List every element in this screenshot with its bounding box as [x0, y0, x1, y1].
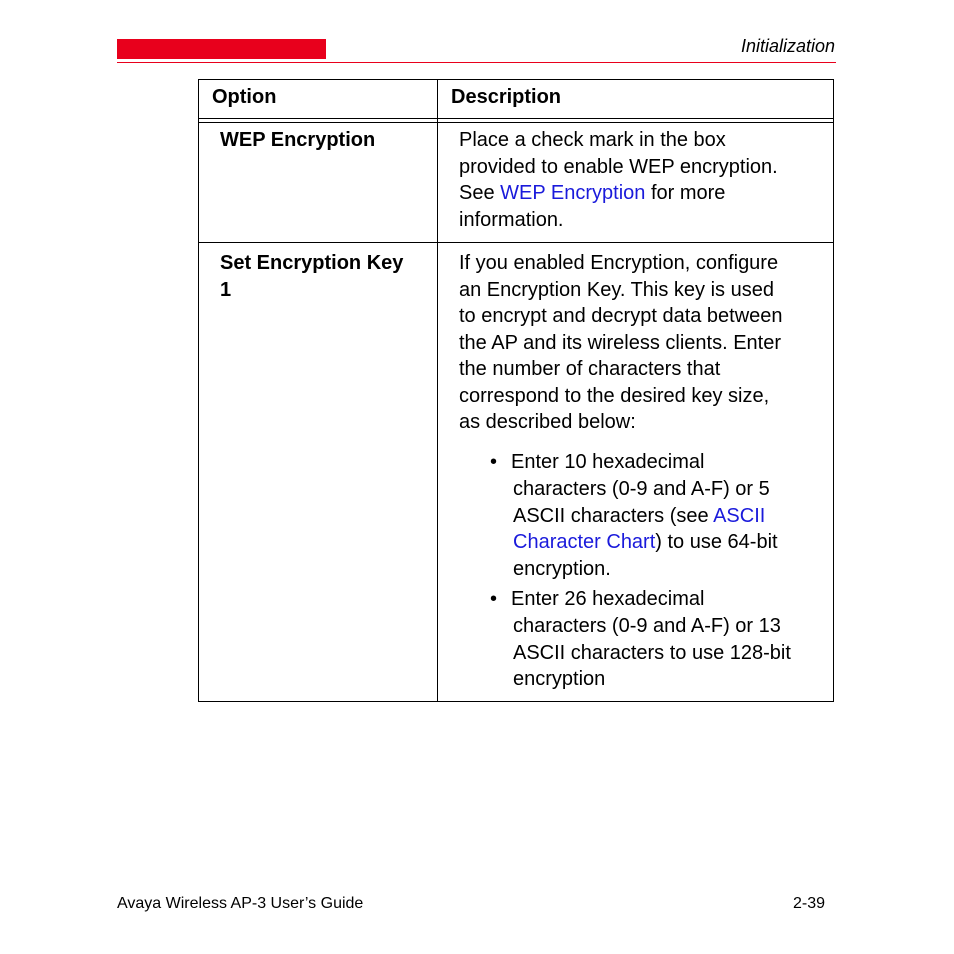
bullet-item-128bit-continued: characters (0-9 and A-F) or 13 ASCII characters to use 128-bit encryption [513, 615, 791, 690]
bullet-item-64bit-continued: characters (0-9 and A-F) or 5 ASCII characters (see ASCII Character Chart) to use 64-bit encryption. [513, 478, 778, 580]
column-divider [437, 80, 438, 701]
option-wep-encryption: WEP Encryption [220, 129, 376, 151]
header-accent-bar [117, 39, 326, 59]
footer-page-number: 2-39 [792, 895, 825, 912]
options-table [198, 79, 834, 702]
bullet-marker: • [490, 451, 498, 473]
column-header-description: Description [451, 86, 562, 108]
bullet-marker: • [490, 588, 498, 610]
description-set-encryption-key: If you enabled Encryption, configure an Encryption Key. This key is used to encrypt and decrypt data between the AP and its wireless clients. Enter the number of characters that correspond to the desired key size, as described below: [459, 252, 783, 433]
link-ascii-character-chart-continued[interactable]: Character Chart [513, 531, 656, 553]
option-set-encryption-key: Set Encryption Key 1 [220, 252, 404, 301]
footer-guide-title: Avaya Wireless AP-3 User’s Guide [117, 895, 364, 912]
row-divider [199, 242, 833, 243]
link-wep-encryption[interactable]: WEP Encryption [500, 182, 646, 204]
header-row-divider [199, 118, 833, 119]
section-title: Initialization [740, 36, 835, 56]
header-row-divider-double [199, 122, 833, 123]
link-ascii-character-chart[interactable]: ASCII [713, 504, 766, 527]
description-wep-encryption: Place a check mark in the box provided to enable WEP encryption. See WEP Encryption for more information. [459, 129, 778, 231]
header-rule [117, 62, 836, 63]
column-header-option: Option [212, 86, 277, 108]
bullet-item-64bit: Enter 10 hexadecimal [511, 451, 705, 473]
bullet-item-128bit: Enter 26 hexadecimal [511, 588, 705, 610]
